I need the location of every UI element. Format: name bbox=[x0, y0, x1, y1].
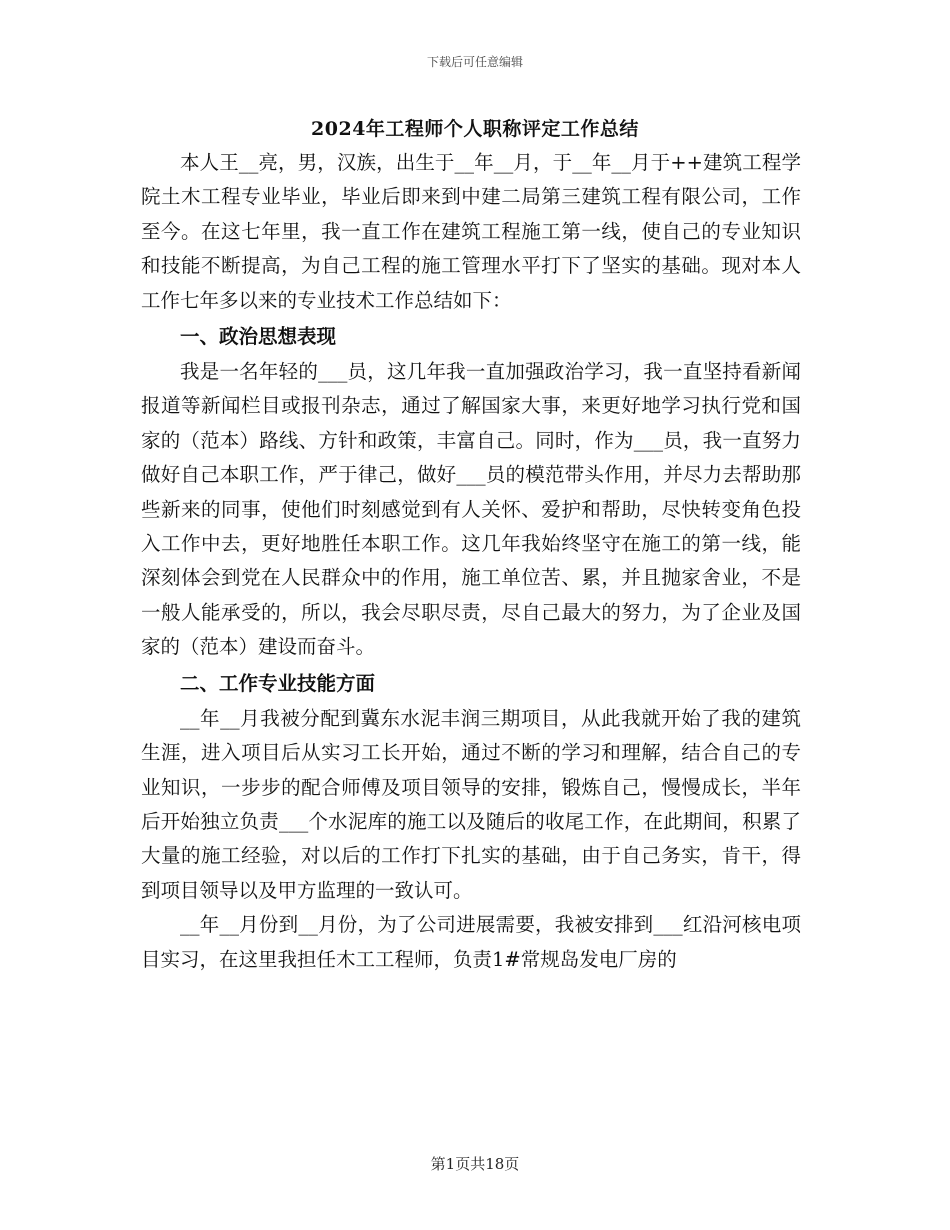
section-heading-skills: 二、工作专业技能方面 bbox=[180, 671, 376, 695]
paragraph-political: 我是一名年轻的___员，这几年我一直加强政治学习，我一直坚持看新闻报道等新闻栏目或报刊杂志，通过了解国家大事，来更好地学习执行党和国家的（范本）路线、方针和政策，丰富自己。同时，作为___员，我一直努力做好自己本职工作，严于律己，做好___员的模范带头作用，并尽力去帮助那些新来的同事，使他们时刻感觉到有人关怀、爱护和帮助，尽快转变角色投入工作中去，更好地胜任本职工作。这几年我始终坚守在施工的第一线，能深刻体会到党在人民群众中的作用，施工单位苦、累，并且抛家舍业，不是一般人能承受的，所以，我会尽职尽责，尽自己最大的努力，为了企业及国家的（范本）建设而奋斗。 bbox=[141, 360, 801, 659]
page-footer: 第1页共18页 bbox=[430, 1155, 520, 1173]
paragraph-skills-1: __年__月我被分配到冀东水泥丰润三期项目，从此我就开始了我的建筑生涯，进入项目后从实习工长开始，通过不断的学习和理解，结合自己的专业知识，一步步的配合师傅及项目领导的安排，锻炼自己，慢慢成长，半年后开始独立负责___个水泥库的施工以及随后的收尾工作，在此期间，积累了大量的施工经验，对以后的工作打下扎实的基础，由于自己务实，肯干，得到项目领导以及甲方监理的一致认可。 bbox=[141, 706, 801, 902]
paragraph-intro: 本人王__亮，男，汉族，出生于__年__月，于__年__月于++建筑工程学院土木工程专业毕业，毕业后即来到中建二局第三建筑工程有限公司，工作至今。在这七年里，我一直工作在建筑工程施工第一线，使自己的专业知识和技能不断提高，为自己工程的施工管理水平打下了坚实的基础。现对本人工作七年多以来的专业技术工作总结如下： bbox=[141, 151, 801, 312]
document-title: 2024年工程师个人职称评定工作总结 bbox=[311, 118, 639, 140]
section-heading-political: 一、政治思想表现 bbox=[180, 325, 337, 349]
header-note: 下载后可任意编辑 bbox=[426, 55, 523, 69]
paragraph-skills-2: __年__月份到__月份，为了公司进展需要，我被安排到___红沿河核电项目实习，在这里我担任木工工程师，负责1#常规岛发电厂房的 bbox=[141, 913, 801, 971]
document-body bbox=[141, 146, 801, 977]
